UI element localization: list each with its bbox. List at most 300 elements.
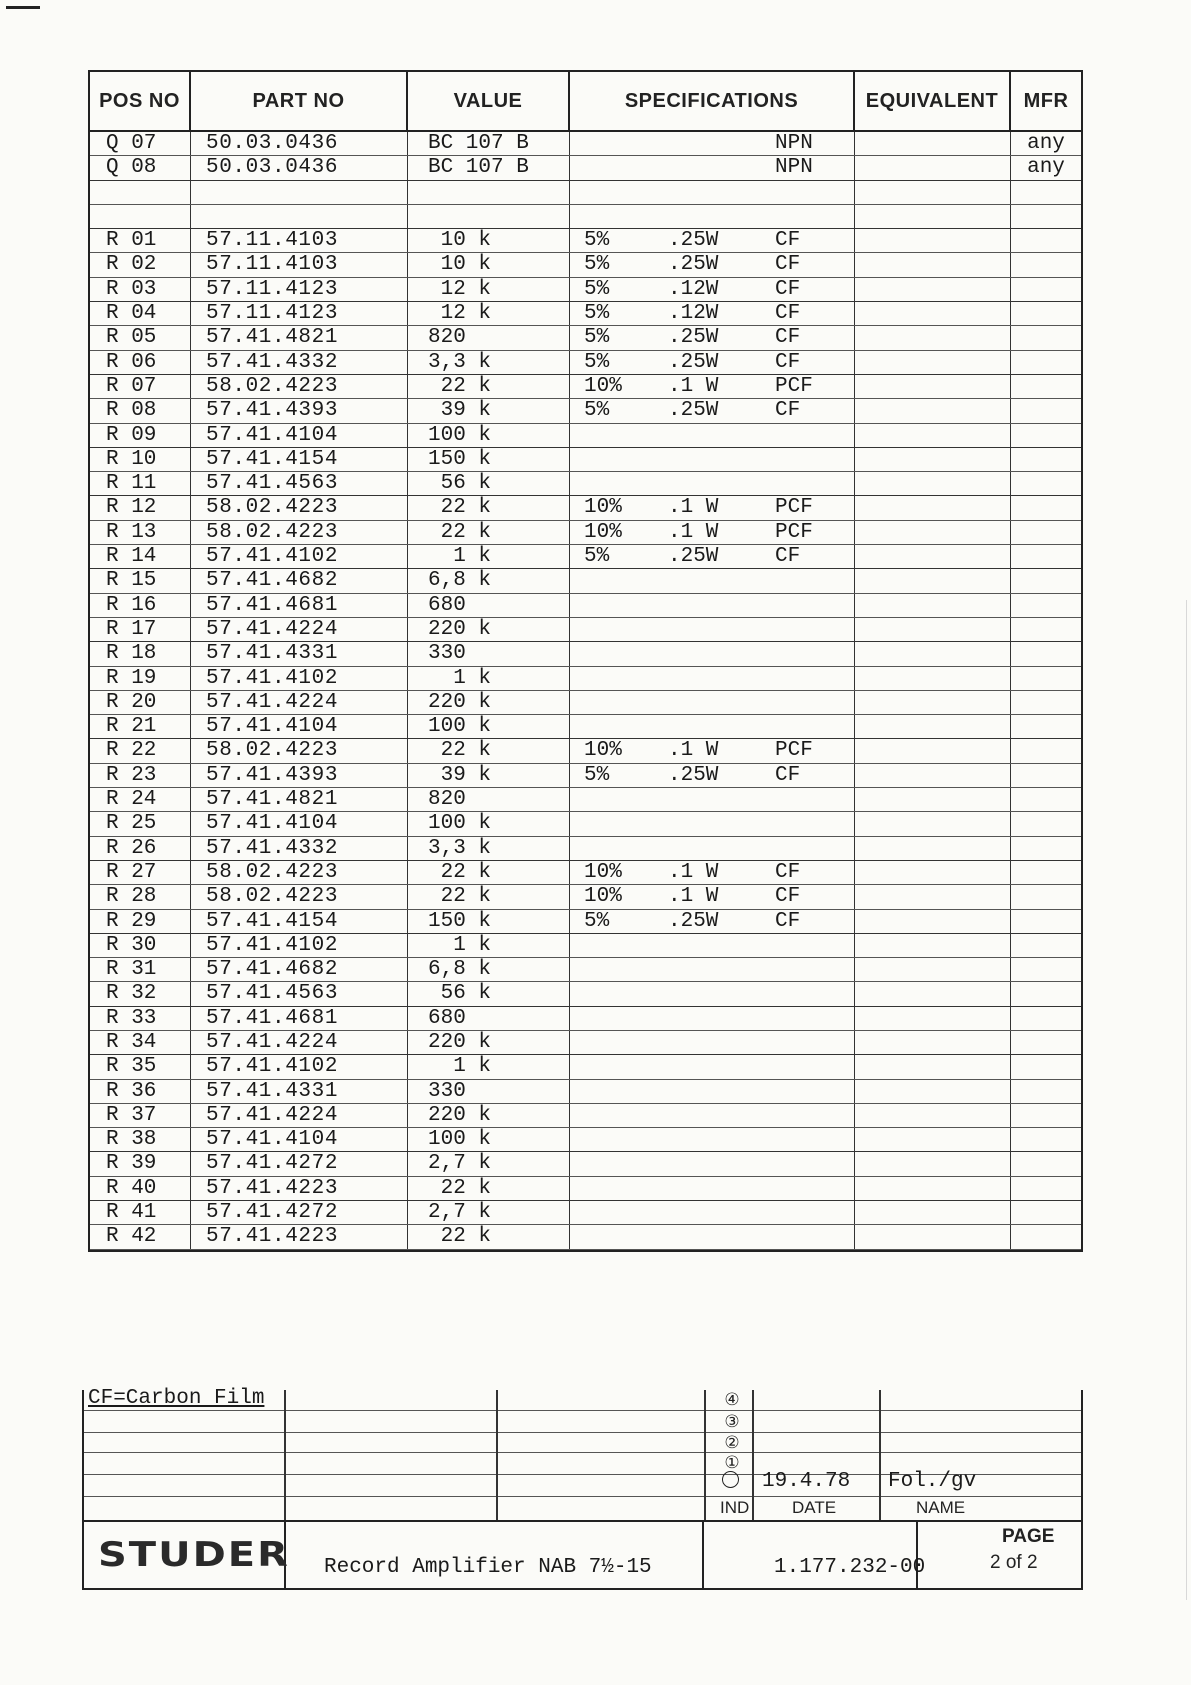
value-cell: 22 k [408, 739, 570, 762]
pos-no-cell: R 17 [90, 618, 191, 641]
specifications-cell [570, 594, 855, 617]
part-no-cell: 57.41.4223 [191, 1225, 408, 1248]
part-no-cell: 58.02.4223 [191, 885, 408, 908]
value-cell: 1 k [408, 1055, 570, 1078]
pos-no-cell: R 14 [90, 545, 191, 568]
pos-no-cell [90, 181, 191, 204]
specifications-cell [570, 642, 855, 665]
mfr-cell [1011, 642, 1081, 665]
specifications-cell [570, 399, 855, 422]
spec-type: CF [775, 277, 801, 301]
part-no-cell: 57.41.4154 [191, 910, 408, 933]
part-no-cell: 57.41.4224 [191, 691, 408, 714]
specifications-cell [570, 691, 855, 714]
revision-date: 19.4.78 [762, 1470, 851, 1493]
value-cell: 100 k [408, 812, 570, 835]
spec-type: CF [775, 326, 801, 350]
pos-no-cell: Q 08 [90, 156, 191, 179]
value-cell: 10 k [408, 253, 570, 276]
equivalent-cell [855, 642, 1011, 665]
spec-power: .1 W [668, 496, 719, 520]
value-cell [408, 205, 570, 228]
equivalent-cell [855, 1031, 1011, 1054]
mfr-cell [1011, 958, 1081, 981]
mfr-cell [1011, 351, 1081, 374]
equivalent-cell [855, 181, 1011, 204]
spec-power: .1 W [668, 860, 719, 884]
pos-no-cell: R 24 [90, 788, 191, 811]
value-cell: 6,8 k [408, 958, 570, 981]
value-cell: 2,7 k [408, 1152, 570, 1175]
equivalent-cell [855, 448, 1011, 471]
date-label: DATE [792, 1498, 837, 1517]
table-row [90, 569, 1081, 593]
value-cell: BC 107 B [408, 156, 570, 179]
table-row [90, 351, 1081, 375]
equivalent-cell [855, 910, 1011, 933]
pos-no-cell: R 27 [90, 861, 191, 884]
revision-3: ③ [724, 1412, 740, 1432]
part-no-cell: 57.41.4332 [191, 837, 408, 860]
equivalent-cell [855, 302, 1011, 325]
value-cell: 22 k [408, 1225, 570, 1248]
equivalent-cell [855, 132, 1011, 155]
mfr-cell [1011, 424, 1081, 447]
part-no-cell: 57.41.4682 [191, 569, 408, 592]
spec-power: .12W [668, 302, 719, 326]
mfr-cell [1011, 618, 1081, 641]
value-cell: 150 k [408, 448, 570, 471]
revision-2: ② [724, 1433, 740, 1453]
part-no-cell: 57.41.4393 [191, 399, 408, 422]
value-cell: 220 k [408, 1031, 570, 1054]
part-no-cell: 57.41.4102 [191, 545, 408, 568]
pos-no-cell: R 02 [90, 253, 191, 276]
specifications-cell [570, 326, 855, 349]
mfr-cell [1011, 885, 1081, 908]
pos-no-cell: R 13 [90, 521, 191, 544]
mfr-cell [1011, 764, 1081, 787]
part-no-cell: 57.41.4563 [191, 472, 408, 495]
revision-name: Fol./gv [888, 1470, 977, 1493]
mfr-cell [1011, 181, 1081, 204]
mfr-cell [1011, 569, 1081, 592]
value-cell: 22 k [408, 1177, 570, 1200]
spec-tolerance: 10% [584, 739, 622, 763]
studer-logo: STUDER [98, 1535, 290, 1575]
equivalent-cell [855, 156, 1011, 179]
mfr-cell [1011, 691, 1081, 714]
table-row [90, 1104, 1081, 1128]
spec-type: NPN [775, 156, 813, 180]
revision-4: ④ [724, 1390, 740, 1410]
value-cell: 100 k [408, 715, 570, 738]
specifications-cell [570, 1201, 855, 1224]
mfr-cell [1011, 448, 1081, 471]
value-cell: 330 [408, 1080, 570, 1103]
header-pos-no: POS NO [90, 72, 191, 130]
value-cell: 39 k [408, 399, 570, 422]
specifications-cell [570, 934, 855, 957]
part-no-cell: 57.41.4681 [191, 594, 408, 617]
mfr-cell [1011, 399, 1081, 422]
pos-no-cell: R 29 [90, 910, 191, 933]
spec-power: .25W [668, 763, 719, 787]
equivalent-cell [855, 861, 1011, 884]
part-no-cell: 57.41.4102 [191, 1055, 408, 1078]
part-no-cell: 57.11.4103 [191, 253, 408, 276]
equivalent-cell [855, 934, 1011, 957]
table-row [90, 156, 1081, 180]
table-row [90, 302, 1081, 326]
value-cell: 6,8 k [408, 569, 570, 592]
equivalent-cell [855, 205, 1011, 228]
table-row [90, 934, 1081, 958]
spec-type: CF [775, 229, 801, 253]
specifications-cell [570, 1177, 855, 1200]
equivalent-cell [855, 837, 1011, 860]
spec-type: CF [775, 399, 801, 423]
equivalent-cell [855, 253, 1011, 276]
mfr-cell [1011, 812, 1081, 835]
spec-power: .1 W [668, 374, 719, 398]
spec-tolerance: 5% [584, 763, 610, 787]
pos-no-cell: R 18 [90, 642, 191, 665]
mfr-cell [1011, 982, 1081, 1005]
specifications-cell [570, 861, 855, 884]
equivalent-cell [855, 1177, 1011, 1200]
part-no-cell: 57.41.4821 [191, 788, 408, 811]
specifications-cell [570, 545, 855, 568]
part-no-cell: 57.41.4104 [191, 715, 408, 738]
table-row [90, 667, 1081, 691]
mfr-cell [1011, 1225, 1081, 1248]
value-cell: 22 k [408, 885, 570, 908]
table-row [90, 424, 1081, 448]
equivalent-cell [855, 1152, 1011, 1175]
mfr-cell [1011, 496, 1081, 519]
value-cell: BC 107 B [408, 132, 570, 155]
value-cell: 22 k [408, 861, 570, 884]
mfr-cell [1011, 1201, 1081, 1224]
spec-tolerance: 10% [584, 860, 622, 884]
spec-power: .1 W [668, 520, 719, 544]
header-value: VALUE [408, 72, 570, 130]
pos-no-cell: R 30 [90, 934, 191, 957]
part-no-cell: 58.02.4223 [191, 739, 408, 762]
value-cell: 100 k [408, 424, 570, 447]
part-no-cell: 57.41.4154 [191, 448, 408, 471]
pos-no-cell: R 22 [90, 739, 191, 762]
spec-tolerance: 5% [584, 229, 610, 253]
mfr-cell [1011, 837, 1081, 860]
equivalent-cell [855, 982, 1011, 1005]
part-no-cell [191, 205, 408, 228]
part-no-cell: 58.02.4223 [191, 496, 408, 519]
document-number: 1.177.232-00 [774, 1556, 926, 1579]
equivalent-cell [855, 1104, 1011, 1127]
mfr-cell [1011, 910, 1081, 933]
pos-no-cell: R 19 [90, 667, 191, 690]
spec-type: CF [775, 253, 801, 277]
spec-tolerance: 5% [584, 909, 610, 933]
table-row [90, 812, 1081, 836]
table-row [90, 545, 1081, 569]
page-label: PAGE [1002, 1526, 1055, 1547]
part-no-cell: 57.41.4272 [191, 1152, 408, 1175]
specifications-cell [570, 1007, 855, 1030]
part-no-cell: 57.41.4272 [191, 1201, 408, 1224]
equivalent-cell [855, 812, 1011, 835]
part-no-cell: 57.41.4104 [191, 424, 408, 447]
equivalent-cell [855, 764, 1011, 787]
pos-no-cell: R 08 [90, 399, 191, 422]
mfr-cell [1011, 739, 1081, 762]
equivalent-cell [855, 1080, 1011, 1103]
table-row [90, 594, 1081, 618]
header-part-no: PART NO [191, 72, 408, 130]
mfr-cell: any [1027, 156, 1065, 180]
pos-no-cell: Q 07 [90, 132, 191, 155]
specifications-cell [570, 618, 855, 641]
equivalent-cell [855, 229, 1011, 252]
mfr-cell [1011, 1007, 1081, 1030]
value-cell: 39 k [408, 764, 570, 787]
value-cell: 680 [408, 1007, 570, 1030]
table-row [90, 1225, 1081, 1249]
part-no-cell: 57.41.4331 [191, 642, 408, 665]
pos-no-cell: R 23 [90, 764, 191, 787]
pos-no-cell: R 04 [90, 302, 191, 325]
spec-power: .25W [668, 253, 719, 277]
equivalent-cell [855, 496, 1011, 519]
table-row [90, 132, 1081, 156]
mfr-cell [1011, 1128, 1081, 1151]
part-no-cell: 57.41.4681 [191, 1007, 408, 1030]
spec-tolerance: 10% [584, 496, 622, 520]
value-cell: 220 k [408, 618, 570, 641]
value-cell: 56 k [408, 472, 570, 495]
specifications-cell [570, 1031, 855, 1054]
spec-power: .1 W [668, 739, 719, 763]
table-row [90, 764, 1081, 788]
mfr-cell [1011, 326, 1081, 349]
spec-tolerance: 5% [584, 399, 610, 423]
value-cell: 22 k [408, 521, 570, 544]
equivalent-cell [855, 1055, 1011, 1078]
mfr-cell [1011, 545, 1081, 568]
specifications-cell [570, 982, 855, 1005]
spec-tolerance: 5% [584, 277, 610, 301]
part-no-cell: 57.41.4223 [191, 1177, 408, 1200]
pos-no-cell: R 21 [90, 715, 191, 738]
part-no-cell: 57.41.4224 [191, 1031, 408, 1054]
table-row [90, 910, 1081, 934]
pos-no-cell: R 05 [90, 326, 191, 349]
spec-power: .25W [668, 909, 719, 933]
value-cell: 2,7 k [408, 1201, 570, 1224]
part-no-cell: 57.41.4393 [191, 764, 408, 787]
specifications-cell [570, 424, 855, 447]
table-row [90, 472, 1081, 496]
equivalent-cell [855, 472, 1011, 495]
table-row [90, 837, 1081, 861]
spec-tolerance: 10% [584, 885, 622, 909]
table-row [90, 691, 1081, 715]
value-cell: 820 [408, 326, 570, 349]
spec-type: CF [775, 909, 801, 933]
mfr-cell [1011, 788, 1081, 811]
value-cell: 12 k [408, 278, 570, 301]
specifications-cell [570, 448, 855, 471]
table-row [90, 496, 1081, 520]
pos-no-cell [90, 205, 191, 228]
pos-no-cell: R 25 [90, 812, 191, 835]
spec-tolerance: 5% [584, 545, 610, 569]
table-row [90, 326, 1081, 350]
equivalent-cell [855, 326, 1011, 349]
specifications-cell [570, 1225, 855, 1248]
equivalent-cell [855, 618, 1011, 641]
table-row [90, 1007, 1081, 1031]
specifications-cell [570, 958, 855, 981]
value-cell: 1 k [408, 934, 570, 957]
equivalent-cell [855, 424, 1011, 447]
equivalent-cell [855, 351, 1011, 374]
part-no-cell: 58.02.4223 [191, 861, 408, 884]
table-row [90, 399, 1081, 423]
spec-type: PCF [775, 520, 813, 544]
table-row [90, 181, 1081, 205]
part-no-cell: 57.41.4102 [191, 667, 408, 690]
pos-no-cell: R 07 [90, 375, 191, 398]
mfr-cell [1011, 1104, 1081, 1127]
table-row [90, 715, 1081, 739]
spec-power: .25W [668, 326, 719, 350]
value-cell: 22 k [408, 496, 570, 519]
table-row [90, 1080, 1081, 1104]
specifications-cell [570, 739, 855, 762]
mfr-cell [1011, 934, 1081, 957]
specifications-cell [570, 351, 855, 374]
specifications-cell [570, 229, 855, 252]
value-cell: 3,3 k [408, 837, 570, 860]
specifications-cell [570, 764, 855, 787]
specifications-cell [570, 885, 855, 908]
value-cell: 3,3 k [408, 351, 570, 374]
mfr-cell [1011, 667, 1081, 690]
table-row [90, 1201, 1081, 1225]
spec-type: NPN [775, 132, 813, 155]
pos-no-cell: R 35 [90, 1055, 191, 1078]
mfr-cell [1011, 205, 1081, 228]
table-row [90, 205, 1081, 229]
value-cell: 820 [408, 788, 570, 811]
value-cell: 150 k [408, 910, 570, 933]
part-no-cell: 58.02.4223 [191, 521, 408, 544]
part-no-cell: 57.41.4102 [191, 934, 408, 957]
equivalent-cell [855, 278, 1011, 301]
table-row [90, 1152, 1081, 1176]
table-header [88, 70, 1083, 132]
header-mfr: MFR [1023, 89, 1069, 112]
specifications-cell [570, 302, 855, 325]
mfr-cell [1011, 1031, 1081, 1054]
table-row [90, 982, 1081, 1006]
table-row [90, 229, 1081, 253]
table-row [90, 448, 1081, 472]
part-no-cell: 57.41.4821 [191, 326, 408, 349]
pos-no-cell: R 11 [90, 472, 191, 495]
table-row [90, 278, 1081, 302]
pos-no-cell: R 37 [90, 1104, 191, 1127]
table-row [90, 1177, 1081, 1201]
equivalent-cell [855, 594, 1011, 617]
equivalent-cell [855, 739, 1011, 762]
spec-type: CF [775, 763, 801, 787]
pos-no-cell: R 12 [90, 496, 191, 519]
equivalent-cell [855, 788, 1011, 811]
spec-type: CF [775, 545, 801, 569]
equivalent-cell [855, 715, 1011, 738]
table-row [90, 958, 1081, 982]
value-cell: 220 k [408, 1104, 570, 1127]
pos-no-cell: R 16 [90, 594, 191, 617]
specifications-cell [570, 1128, 855, 1151]
spec-type: PCF [775, 739, 813, 763]
pos-no-cell: R 42 [90, 1225, 191, 1248]
part-no-cell [191, 181, 408, 204]
page-edge-line [1186, 600, 1187, 1600]
specifications-cell [570, 156, 855, 179]
part-no-cell: 57.11.4123 [191, 302, 408, 325]
equivalent-cell [855, 399, 1011, 422]
table-row [90, 1031, 1081, 1055]
part-no-cell: 57.41.4332 [191, 351, 408, 374]
value-cell: 12 k [408, 302, 570, 325]
pos-no-cell: R 34 [90, 1031, 191, 1054]
equivalent-cell [855, 885, 1011, 908]
spec-type: CF [775, 350, 801, 374]
pos-no-cell: R 41 [90, 1201, 191, 1224]
part-no-cell: 57.41.4104 [191, 1128, 408, 1151]
value-cell: 100 k [408, 1128, 570, 1151]
part-no-cell: 57.41.4563 [191, 982, 408, 1005]
legend-note: CF=Carbon Film [88, 1387, 265, 1410]
table-row [90, 253, 1081, 277]
spec-tolerance: 5% [584, 302, 610, 326]
part-no-cell: 50.03.0436 [191, 156, 408, 179]
pos-no-cell: R 33 [90, 1007, 191, 1030]
specifications-cell [570, 496, 855, 519]
pos-no-cell: R 38 [90, 1128, 191, 1151]
mfr-cell [1011, 1080, 1081, 1103]
pos-no-cell: R 01 [90, 229, 191, 252]
table-row [90, 885, 1081, 909]
equivalent-cell [855, 1201, 1011, 1224]
equivalent-cell [855, 1007, 1011, 1030]
equivalent-cell [855, 521, 1011, 544]
table-row [90, 1055, 1081, 1079]
spec-power: .25W [668, 229, 719, 253]
value-cell: 56 k [408, 982, 570, 1005]
part-no-cell: 57.41.4682 [191, 958, 408, 981]
specifications-cell [570, 788, 855, 811]
spec-tolerance: 10% [584, 374, 622, 398]
header-specifications: SPECIFICATIONS [570, 72, 855, 130]
specifications-cell [570, 205, 855, 228]
ind-label: IND [720, 1498, 750, 1517]
